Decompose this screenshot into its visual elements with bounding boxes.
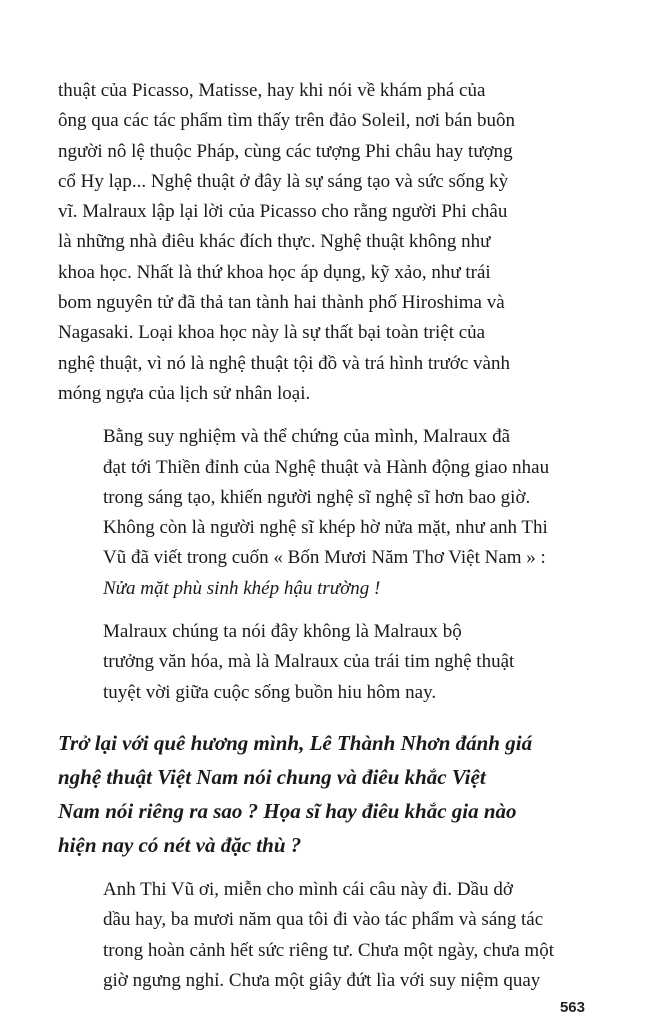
text-line: người nô lệ thuộc Pháp, cùng các tượng Phi châu hay tượng [58,140,513,162]
text-line: Bằng suy nghiệm và thể chứng của mình, Malraux đã [103,426,511,448]
text-line: tuyệt vời giữa cuộc sống buồn hiu hôm nay. [103,681,437,703]
page-body [58,76,588,996]
paragraph-gap [58,604,588,617]
text-line: dầu hay, ba mươi năm qua tôi đi vào tác phẩm và sáng tác [103,909,544,931]
text-line: Anh Thi Vũ ơi, miễn cho mình cái câu này đi. Dầu dở [103,878,513,900]
text-line: đạt tới Thiền đỉnh của Nghệ thuật và Hành động giao nhau [103,456,550,478]
text-line: Không còn là người nghệ sĩ khép hờ nửa mặt, như anh Thi [103,517,548,539]
text-line: trưởng văn hóa, mà là Malraux của trái tim nghệ thuật [103,651,515,673]
question-line: nghệ thuật Việt Nam nói chung và điêu khắc Việt [58,764,486,789]
question-line: Trở lại với quê hương mình, Lê Thành Nhơn đánh giá [58,730,533,755]
text-line: nghệ thuật, vì nó là nghệ thuật tội đồ và trá hình trước vành [58,352,510,374]
section-gap [58,708,588,726]
text-line: khoa học. Nhất là thứ khoa học áp dụng, kỹ xảo, như trái [58,261,491,283]
question-line: Nam nói riêng ra sao ? Họa sĩ hay điêu khắc gia nào [58,798,517,823]
paragraph-gap [58,409,588,422]
text-line: thuật của Picasso, Matisse, hay khi nói về khám phá của [58,80,486,101]
quoted-verse-line: Nửa mặt phù sinh khép hậu trường ! [103,577,381,599]
interview-answer [58,875,588,996]
text-line: bom nguyên tử đã thả tan tành hai thành phố Hiroshima và [58,292,505,314]
text-line: Vũ đã viết trong cuốn « Bốn Mươi Năm Thơ Việt Nam » : [103,547,546,569]
paragraph-picasso [58,76,588,409]
question-line: hiện nay có nét và đặc thù ? [58,832,302,857]
interview-question [58,726,588,862]
text-line: Nagasaki. Loại khoa học này là sự thất bại toàn triệt của [58,322,486,344]
text-line: là những nhà điêu khác đích thực. Nghệ thuật không như [58,231,491,253]
text-line: Malraux chúng ta nói đây không là Malraux bộ [103,621,462,643]
page-number: 563 [559,999,585,1016]
text-line: trong hoàn cảnh hết sức riêng tư. Chưa một ngày, chưa một [103,939,554,961]
text-line: cổ Hy lạp... Nghệ thuật ở đây là sự sáng tạo và sức sống kỳ [58,170,509,192]
section-gap [58,862,588,875]
text-line: ông qua các tác phẩm tìm thấy trên đảo Soleil, nơi bán buôn [58,110,515,132]
text-line: trong sáng tạo, khiến người nghệ sĩ nghệ sĩ hơn bao giờ. [103,486,531,508]
text-line: vĩ. Malraux lập lại lời của Picasso cho rằng người Phi châu [58,201,508,223]
text-line: móng ngựa của lịch sử nhân loại. [58,382,311,404]
text-line: giờ ngưng nghỉ. Chưa một giây đứt lìa với suy niệm quay [103,969,541,991]
paragraph-malraux-art [58,422,588,604]
paragraph-malraux-heart [58,617,588,708]
